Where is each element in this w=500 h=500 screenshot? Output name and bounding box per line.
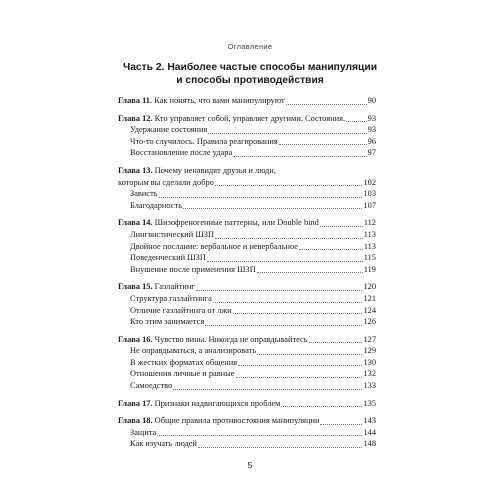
- section-entry-label: [130, 124, 207, 136]
- chapter-entry: [118, 281, 376, 327]
- dot-leader: [281, 405, 362, 407]
- chapter-heading-page: 112: [363, 218, 376, 228]
- dot-leader: [320, 225, 363, 227]
- chapter-heading: [118, 281, 376, 293]
- section-title: Защита: [130, 427, 157, 437]
- section-title: Восстановление после удара: [130, 148, 233, 158]
- chapter-number: Глава 16.: [118, 334, 153, 344]
- dot-leader: [157, 434, 362, 436]
- dot-leader: [346, 120, 367, 122]
- section-title: Структура газлайтинга: [130, 293, 212, 303]
- chapter-heading: [118, 95, 376, 107]
- section-title: Внушение после применения ШЗП: [130, 264, 256, 274]
- section-entry-label: [130, 241, 298, 253]
- section-entry-label: [130, 188, 158, 200]
- section-entry-page: 103: [363, 189, 376, 199]
- section-entry-page: 132: [363, 369, 376, 379]
- section-entry: [118, 264, 376, 276]
- section-entry: [118, 229, 376, 241]
- dot-leader: [205, 324, 362, 326]
- dot-leader: [196, 289, 363, 291]
- section-entry: [118, 200, 376, 212]
- chapter-title: Как понять, что вами манипулируют: [154, 96, 285, 105]
- chapter-number: Глава 12.: [118, 113, 153, 123]
- section-entry: [118, 305, 376, 317]
- chapter-number: Глава 15.: [118, 282, 153, 292]
- dot-leader: [233, 312, 363, 314]
- dot-leader: [257, 353, 362, 355]
- section-entry-label: [130, 345, 256, 357]
- section-entry: [118, 124, 376, 136]
- chapter-heading-page: 143: [363, 416, 376, 426]
- section-title: Как изучать людей: [130, 439, 197, 449]
- chapter-heading-page: 135: [363, 398, 376, 408]
- section-entry-page: 115: [363, 253, 376, 263]
- dot-leader: [159, 196, 363, 198]
- section-entry-label: [130, 252, 206, 264]
- chapter-heading-label: [118, 217, 319, 229]
- section-title: Отношения личные и равные: [130, 369, 235, 379]
- section-entry-page: 126: [363, 317, 376, 327]
- chapter-title: Чувство вины. Никогда не оправдывайтесь: [154, 334, 308, 344]
- section-entry-label: [130, 427, 156, 439]
- chapter-heading-label: [118, 95, 285, 107]
- section-entry-label: [130, 264, 256, 276]
- section-entry: [118, 427, 376, 439]
- chapter-heading-label: [118, 398, 280, 410]
- chapter-heading-cont: [118, 177, 376, 189]
- section-title: Самоедство: [130, 381, 173, 391]
- chapter-number: Глава 17.: [118, 398, 153, 408]
- chapter-entry: [118, 95, 376, 107]
- section-entry-page: 130: [363, 357, 376, 367]
- section-entry-page: 97: [367, 148, 376, 158]
- section-entry-page: 124: [363, 305, 376, 315]
- dot-leader: [233, 155, 366, 157]
- dot-leader: [236, 376, 363, 378]
- chapter-heading: [118, 113, 376, 125]
- dot-leader: [320, 423, 362, 425]
- chapter-title-cont: которым вы сделали добро: [118, 177, 214, 187]
- section-entry-page: 144: [363, 427, 376, 437]
- chapter-entry: [118, 113, 376, 159]
- section-entry-page: 129: [363, 346, 376, 356]
- section-title: Кто этим занимается: [130, 317, 205, 327]
- dot-leader: [238, 364, 362, 366]
- section-entry: [118, 368, 376, 380]
- chapter-heading-label: [118, 113, 345, 125]
- part-title: [0, 61, 500, 87]
- part-title-line-1: Часть 2. Наиболее частые способы манипуляции: [122, 62, 378, 73]
- chapter-title: Шизофреногенные паттерны, или Double bind: [154, 218, 319, 228]
- chapter-heading-page: 127: [363, 334, 376, 344]
- section-title: Не оправдываться, а анализировать: [130, 346, 257, 356]
- section-entry: [118, 293, 376, 305]
- section-entry-label: [130, 136, 278, 148]
- dot-leader: [215, 184, 363, 186]
- section-entry-label: [130, 380, 172, 392]
- section-entry-label: [130, 229, 214, 241]
- section-entry: [118, 380, 376, 392]
- section-entry-label: [130, 147, 232, 159]
- dot-leader: [207, 260, 363, 262]
- running-header: Оглавление: [227, 42, 273, 51]
- section-entry: [118, 345, 376, 357]
- section-entry: [118, 438, 376, 450]
- section-title: Что-то случилось. Правила реагирования: [130, 136, 278, 146]
- section-entry-label: [130, 305, 232, 317]
- section-title: Двойное послание: вербальное и невербальное: [130, 241, 299, 251]
- chapter-number: Глава 14.: [118, 218, 153, 228]
- chapter-heading-cont-label: [118, 177, 214, 189]
- section-entry-page: 113: [363, 229, 376, 239]
- chapter-entry: [118, 415, 376, 450]
- section-entry: [118, 241, 376, 253]
- part-title-line-2: и способы противодействия: [176, 75, 324, 86]
- section-title: Удержание состояния: [130, 125, 208, 135]
- section-entry-page: 133: [363, 381, 376, 391]
- dot-leader: [213, 301, 363, 303]
- chapter-title: Признаки надвигающихся проблем: [154, 398, 281, 408]
- section-entry: [118, 136, 376, 148]
- section-entry-page: 96: [367, 136, 376, 146]
- dot-leader: [257, 271, 363, 273]
- section-entry-page: 119: [363, 264, 376, 274]
- chapter-heading: [118, 398, 376, 410]
- dot-leader: [286, 103, 367, 105]
- section-title: Зависть: [130, 189, 158, 199]
- chapter-heading-cont-page: 102: [363, 177, 376, 187]
- chapter-entry: [118, 165, 376, 211]
- section-entry-label: [130, 200, 182, 212]
- chapter-heading-label: [118, 334, 308, 346]
- section-entry-page: 107: [363, 200, 376, 210]
- section-entry-label: [130, 357, 237, 369]
- dot-leader: [299, 248, 363, 250]
- chapter-heading: [118, 165, 376, 177]
- section-entry-page: 121: [363, 293, 376, 303]
- dot-leader: [309, 341, 363, 343]
- chapter-title: Почему ненавидят друзья и люди,: [154, 165, 276, 175]
- chapter-entry: [118, 334, 376, 392]
- table-of-contents: [118, 95, 376, 456]
- dot-leader: [208, 132, 366, 134]
- chapter-number: Глава 11.: [118, 96, 153, 105]
- section-entry-page: 148: [363, 439, 376, 449]
- section-entry: [118, 357, 376, 369]
- section-entry-label: [130, 368, 235, 380]
- chapter-heading: [118, 217, 376, 229]
- chapter-heading-page: 120: [363, 282, 376, 292]
- section-entry: [118, 188, 376, 200]
- dot-leader: [198, 446, 363, 448]
- chapter-heading-page: 93: [367, 113, 376, 123]
- chapter-heading: [118, 415, 376, 427]
- page-number: 5: [247, 460, 253, 470]
- section-entry-page: 93: [367, 125, 376, 135]
- chapter-number: Глава 18.: [118, 416, 153, 426]
- section-entry: [118, 316, 376, 328]
- chapter-number: Глава 13.: [118, 165, 153, 175]
- section-entry-label: [130, 293, 212, 305]
- dot-leader: [279, 143, 367, 145]
- section-entry-page: 113: [363, 241, 376, 251]
- section-entry-label: [130, 438, 197, 450]
- section-title: Поведенческий ШЗП: [130, 253, 206, 263]
- section-entry-label: [130, 316, 204, 328]
- chapter-entry: [118, 398, 376, 410]
- section-title: Лингвистический ШЗП: [130, 229, 215, 239]
- section-entry: [118, 147, 376, 159]
- chapter-heading-label: [118, 281, 195, 293]
- chapter-heading-label: [118, 415, 319, 427]
- section-title: В жестких форматах общения: [130, 357, 238, 367]
- section-title: Благодарность: [130, 200, 183, 210]
- chapter-heading: [118, 334, 376, 346]
- section-entry: [118, 252, 376, 264]
- chapter-entry: [118, 217, 376, 275]
- chapter-title: Кто управляет собой, управляет другими. Состояния.: [154, 113, 346, 123]
- chapter-title: Общие правила противостояния манипуляции: [154, 416, 320, 426]
- section-title: Отличие газлайтинга от лжи: [130, 305, 232, 315]
- dot-leader: [173, 388, 362, 390]
- chapter-title: Газлайтинг: [154, 282, 195, 292]
- chapter-heading-page: 90: [367, 96, 376, 105]
- dot-leader: [215, 237, 363, 239]
- dot-leader: [183, 207, 362, 209]
